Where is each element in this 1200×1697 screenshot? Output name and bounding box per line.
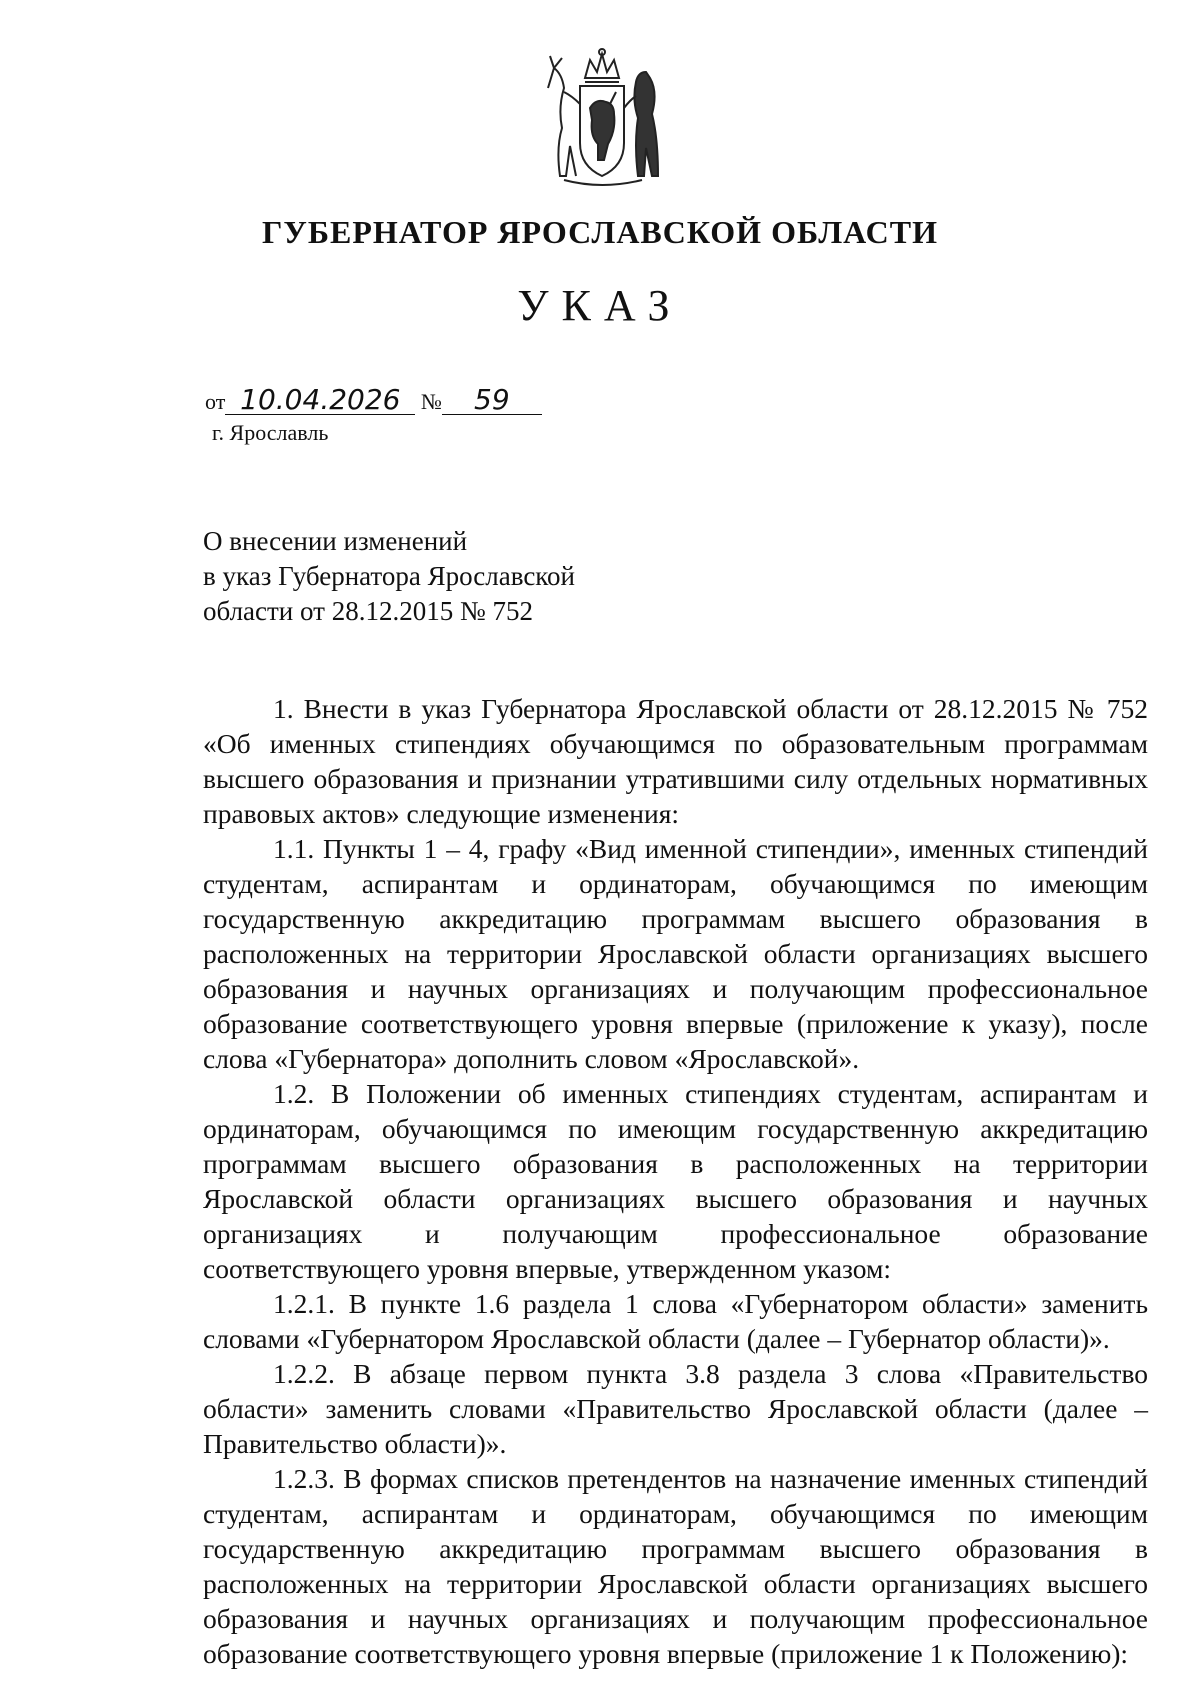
body-paragraph: 1.2. В Положении об именных стипендиях студентам, аспирантам и ординаторам, обучающимся по имеющим государственную аккредитацию программам высшего образования в расположенных на территории Ярославской области организациях высшего образования и научных организациях и получающим профессиональное образование соответствующего уровня впервые, утвержденном указом: xyxy=(203,1078,1148,1284)
subject-line: О внесении изменений xyxy=(203,526,468,556)
document-date: 10.04.2026 xyxy=(225,386,415,415)
document-body xyxy=(203,691,1148,1671)
subject-line: в указ Губернатора Ярославской xyxy=(203,561,576,591)
date-prefix: от xyxy=(205,389,226,414)
body-paragraph: 1.2.2. В абзаце первом пункта 3.8 раздела 3 слова «Правительство области» заменить словами «Правительство Ярославской области (далее – Правительство области)». xyxy=(203,1358,1148,1459)
document-number: 59 xyxy=(442,386,542,415)
document-city: г. Ярославль xyxy=(212,420,329,445)
subject-line: области от 28.12.2015 № 752 xyxy=(203,596,533,626)
body-paragraph: 1.1. Пункты 1 – 4, графу «Вид именной стипендии», именных стипендий студентам, аспирантам и ординаторам, обучающимся по имеющим государственную аккредитацию программам высшего образования в расположенных на территории Ярославской области организациях высшего образования и научных организациях и получающим профессиональное образование соответствующего уровня впервые (приложение к указу), после слова «Губернатора» дополнить словом «Ярославской». xyxy=(203,833,1148,1074)
body-paragraph: 1.2.1. В пункте 1.6 раздела 1 слова «Губернатором области» заменить словами «Губернатором Ярославской области (далее – Губернатор области)». xyxy=(203,1288,1148,1354)
document-type: УКАЗ xyxy=(517,281,683,330)
document-date-line xyxy=(205,383,542,416)
coat-of-arms-icon xyxy=(540,48,665,193)
body-paragraph: 1. Внести в указ Губернатора Ярославской области от 28.12.2015 № 752 «Об именных стипендиях обучающимся по образовательным программам высшего образования и признании утратившими силу отдельных нормативных правовых актов» следующие изменения: xyxy=(203,693,1148,829)
body-paragraph: 1.2.3. В формах списков претендентов на назначение именных стипендий студентам, аспирантам и ординаторам, обучающимся по имеющим государственную аккредитацию программам высшего образования в расположенных на территории Ярославской области организациях высшего образования и научных организациях и получающим профессиональное образование соответствующего уровня впервые (приложение 1 к Положению): xyxy=(203,1463,1148,1669)
document-subject xyxy=(203,524,575,629)
number-prefix: № xyxy=(420,389,442,414)
issuing-authority: ГУБЕРНАТОР ЯРОСЛАВСКОЙ ОБЛАСТИ xyxy=(261,214,939,250)
